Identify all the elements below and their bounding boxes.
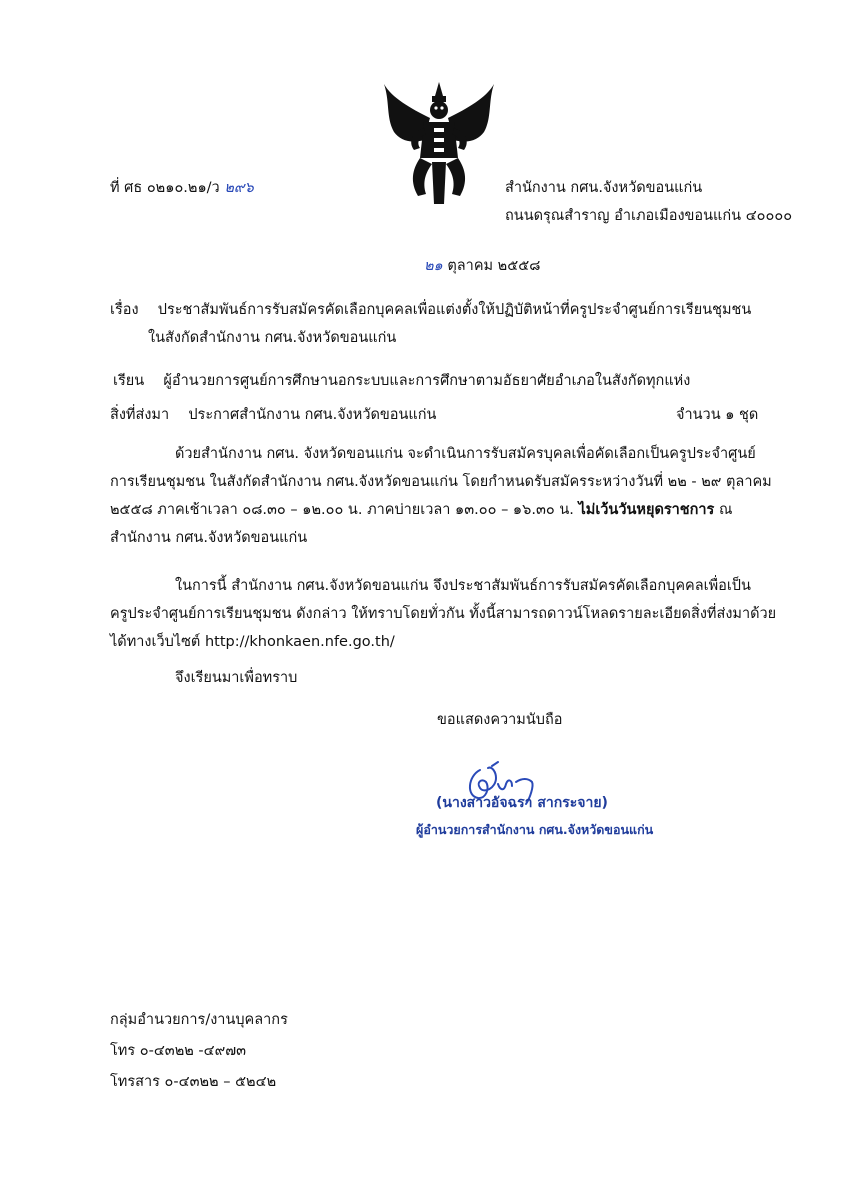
subject-text: ประชาสัมพันธ์การรับสมัครคัดเลือกบุคคลเพื่อแต่งตั้งให้ปฏิบัติหน้าที่ครูประจำศูนย์การเรียนชุมชน [157,302,752,318]
paragraph-line [110,496,788,524]
recipient-label: เรียน [113,373,145,389]
letter-date [424,256,540,276]
paragraph-line: สำนักงาน กศน.จังหวัดขอนแก่น [110,530,308,546]
recipient-line [113,371,690,391]
regards: ขอแสดงความนับถือ [437,712,563,728]
paragraph-line: ในการนี้ สำนักงาน กศน.จังหวัดขอนแก่น จึงประชาสัมพันธ์การรับสมัครคัดเลือกบุคคลเพื่อเป็น [175,578,751,594]
footer-department: กลุ่มอำนวยการ/งานบุคลากร [110,1012,288,1028]
body-paragraph-2 [110,572,788,656]
recipient-text: ผู้อำนวยการศูนย์การศึกษานอกระบบและการศึกษาตามอัธยาศัยอำเภอในสังกัดทุกแห่ง [163,373,691,389]
paragraph-line: ด้วยสำนักงาน กศน. จังหวัดขอนแก่น จะดำเนินการรับสมัครบุคลเพื่อคัดเลือกเป็นครูประจำศูนย์ [175,446,756,462]
website-line: ได้ทางเว็บไซต์ http://khonkaen.nfe.go.th/ [110,634,395,650]
reference-number [110,178,254,198]
subject-line [110,300,751,320]
date-day-handwritten: ๒๑ [424,258,443,274]
subject-label: เรื่อง [110,302,139,318]
office-name: สำนักงาน กศน.จังหวัดขอนแก่น [505,180,703,196]
footer-phone: โทร ๐-๔๓๒๒ -๔๙๗๓ [110,1043,247,1059]
paragraph-line: การเรียนชุมชน ในสังกัดสำนักงาน กศน.จังหวัดขอนแก่น โดยกำหนดรับสมัครระหว่างวันที่ ๒๒ - ๒๙ ตุลาคม [110,474,772,490]
reference-prefix: ที่ ศธ ๐๒๑๐.๒๑/ว [110,180,220,196]
signer-name: (นางสาวอัจฉรา สากระจาย) [436,795,608,811]
reference-handwritten-number: ๒๙๖ [224,180,254,196]
office-address: ถนนดรุณสำราญ อำเภอเมืองขอนแก่น ๔๐๐๐๐ [505,208,793,224]
date-month-year: ตุลาคม ๒๕๕๘ [447,258,541,274]
garuda-emblem-icon [380,78,498,206]
enclosure-line [110,405,436,425]
office-hours-text: ๒๕๕๘ ภาคเช้าเวลา ๐๘.๓๐ – ๑๒.๐๐ น. ภาคบ่ายเวลา ๑๓.๐๐ – ๑๖.๓๐ น. [110,502,574,518]
footer-fax: โทรสาร ๐-๔๓๒๒ – ๕๒๔๒ [110,1074,277,1090]
paragraph-line-end: ณ [718,502,733,518]
enclosure-label: สิ่งที่ส่งมา [110,407,170,423]
enclosure-text: ประกาศสำนักงาน กศน.จังหวัดขอนแก่น [188,407,437,423]
closing-request: จึงเรียนมาเพื่อทราบ [175,670,298,686]
signer-position: ผู้อำนวยการสำนักงาน กศน.จังหวัดขอนแก่น [416,822,654,837]
body-paragraph-1 [110,440,788,552]
subject-text-continued: ในสังกัดสำนักงาน กศน.จังหวัดขอนแก่น [148,330,397,346]
paragraph-line: ครูประจำศูนย์การเรียนชุมชน ดังกล่าว ให้ทราบโดยทั่วกัน ทั้งนี้สามารถดาวน์โหลดรายละเอียดสิ่งที่ส่งมาด้วย [110,606,777,622]
no-holiday-notice: ไม่เว้นวันหยุดราชการ [578,502,715,518]
enclosure-quantity: จำนวน ๑ ชุด [676,407,759,423]
